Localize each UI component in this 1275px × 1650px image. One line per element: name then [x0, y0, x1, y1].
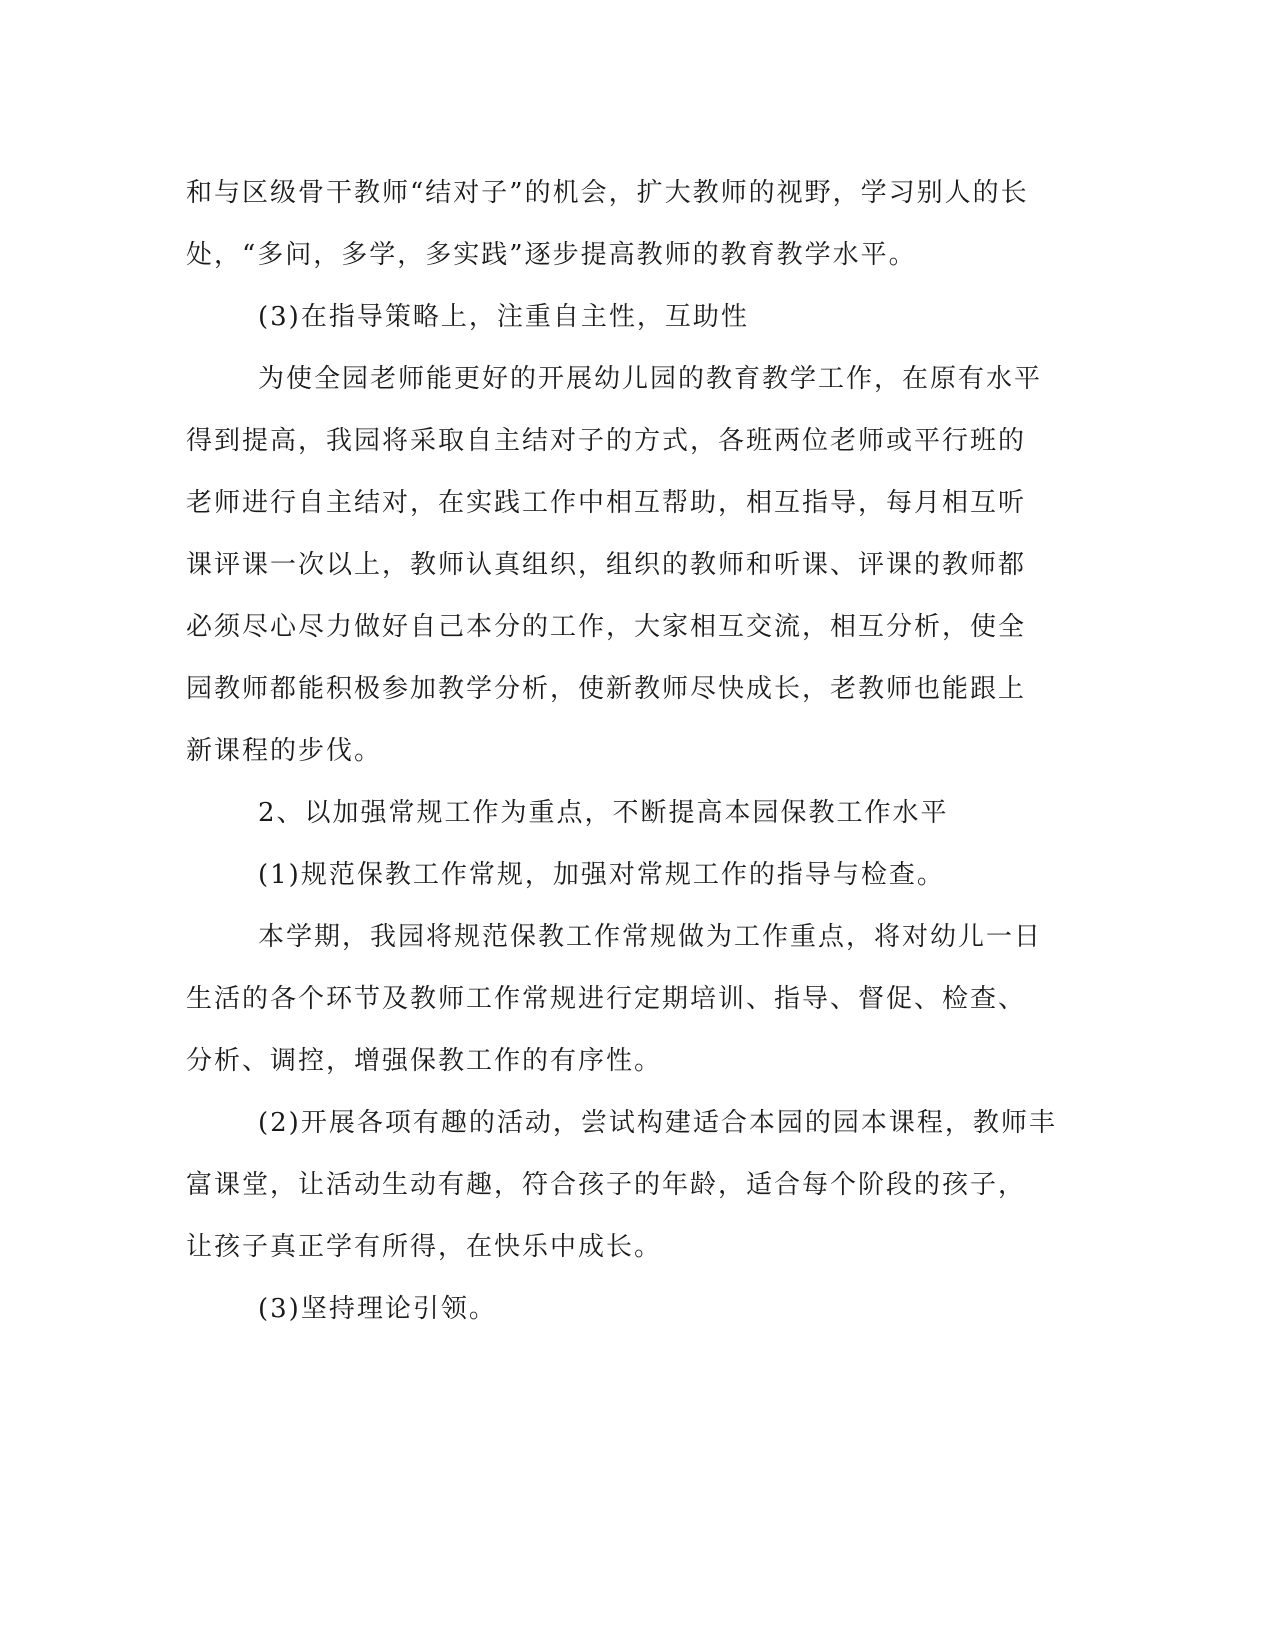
text-line: 和与区级骨干教师“结对子”的机会，扩大教师的视野，学习别人的长 — [186, 178, 1029, 208]
paragraph-start-line: 为使全园老师能更好的开展幼儿园的教育教学工作，在原有水平 — [258, 364, 1043, 394]
text-line: 得到提高，我园将采取自主结对子的方式，各班两位老师或平行班的 — [186, 426, 1027, 456]
text-line: 处，“多问，多学，多实践”逐步提高教师的教育教学水平。 — [186, 240, 917, 270]
subheading-line: (3)坚持理论引领。 — [258, 1294, 497, 1324]
body-text — [186, 162, 1091, 1340]
subheading-line: (1)规范保教工作常规，加强对常规工作的指导与检查。 — [258, 860, 945, 890]
text-line: 新课程的步伐。 — [186, 736, 383, 766]
text-line: 课评课一次以上，教师认真组织，组织的教师和听课、评课的教师都 — [186, 550, 1027, 580]
text-line: 富课堂，让活动生动有趣，符合孩子的年龄，适合每个阶段的孩子， — [186, 1170, 1027, 1200]
subheading-line: (2)开展各项有趣的活动，尝试构建适合本园的园本课程，教师丰 — [258, 1108, 1057, 1138]
text-line: 生活的各个环节及教师工作常规进行定期培训、指导、督促、检查、 — [186, 984, 1027, 1014]
text-line: 园教师都能积极参加教学分析，使新教师尽快成长，老教师也能跟上 — [186, 674, 1027, 704]
text-line: 分析、调控，增强保教工作的有序性。 — [186, 1046, 663, 1076]
text-line: 必须尽心尽力做好自己本分的工作，大家相互交流，相互分析，使全 — [186, 612, 1027, 642]
section-heading-line: 2、以加强常规工作为重点，不断提高本园保教工作水平 — [258, 798, 949, 828]
paragraph-start-line: 本学期，我园将规范保教工作常规做为工作重点，将对幼儿一日 — [258, 922, 1043, 952]
subheading-line: (3)在指导策略上，注重自主性，互助性 — [258, 302, 749, 332]
text-line: 老师进行自主结对，在实践工作中相互帮助，相互指导，每月相互听 — [186, 488, 1027, 518]
text-line: 让孩子真正学有所得，在快乐中成长。 — [186, 1232, 663, 1262]
